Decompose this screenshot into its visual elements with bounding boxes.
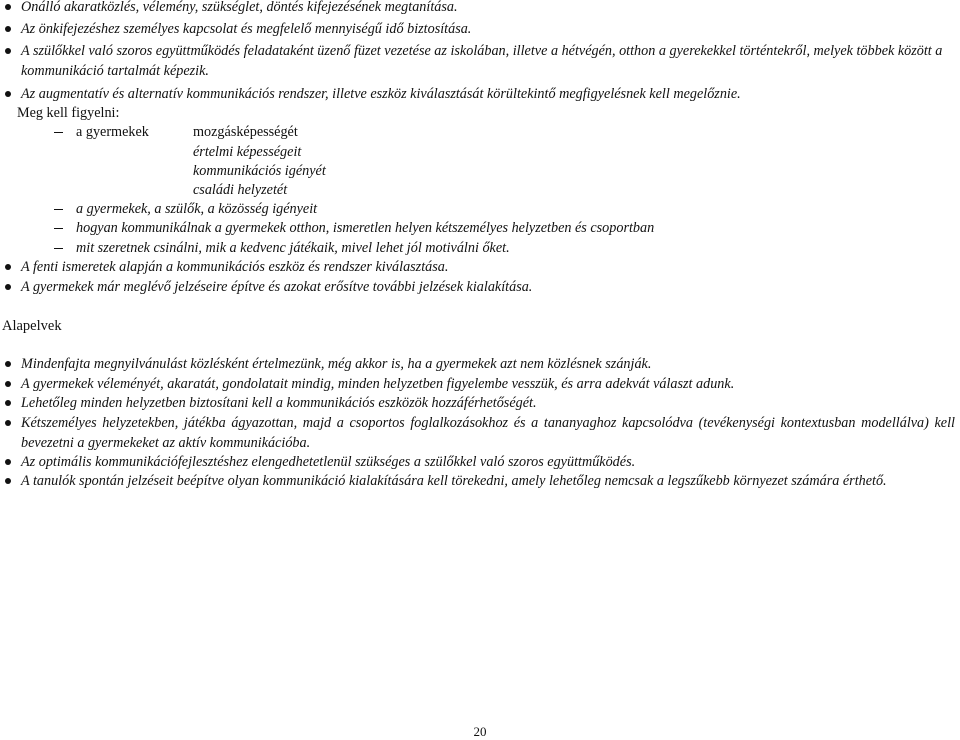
bullet-icon: [5, 48, 11, 54]
bullet-icon: [5, 91, 11, 97]
list-item-text: A fenti ismeretek alapján a kommunikációs eszköz és rendszer kiválasztása.: [21, 259, 449, 275]
list-item-text: Lehetőleg minden helyzetben biztosítani kell a kommunikációs eszközök hozzáférhetőségét.: [21, 395, 537, 411]
observe-subitem: értelmi képességeit: [193, 144, 302, 160]
observe-text: hogyan kommunikálnak a gyermekek otthon, ismeretlen helyen kétszemélyes helyzetben és csoportban: [76, 220, 655, 236]
bullet-icon: [5, 420, 11, 426]
observe-subitem: családi helyzetét: [193, 182, 288, 198]
list-item-text: Az augmentatív és alternatív kommunikációs rendszer, illetve eszköz kiválasztását körültekintő megfigyelésnek kell megelőznie.: [21, 86, 741, 102]
bullet-icon: [5, 361, 11, 367]
bullet-icon: [5, 26, 11, 32]
observe-intro: Meg kell figyelni:: [17, 105, 120, 121]
dash-icon: [54, 132, 63, 133]
dash-icon: [54, 228, 63, 229]
list-item-text: Az önkifejezéshez személyes kapcsolat és megfelelő mennyiségű idő biztosítása.: [21, 21, 472, 37]
bullet-icon: [5, 478, 11, 484]
observe-text: mit szeretnek csinálni, mik a kedvenc játékaik, mivel lehet jól motiválni őket.: [76, 240, 510, 256]
observe-text: a gyermekek, a szülők, a közösség igényeit: [76, 201, 318, 217]
list-item-text: A tanulók spontán jelzéseit beépítve olyan kommunikáció kialakítására kell törekedni, amely lehetőleg nemcsak a legszűkebb környezet számára érthető.: [21, 473, 887, 489]
list-item-text: Az optimális kommunikációfejlesztéshez elengedhetetlenül szükséges a szülőkkel való szoros együttműködés.: [21, 454, 636, 470]
observe-subitem: kommunikációs igényét: [193, 163, 326, 179]
list-item-text: A gyermekek véleményét, akaratát, gondolatait mindig, minden helyzetben figyelembe vesszük, és arra adekvát választ adunk.: [21, 376, 735, 392]
list-item-text: A szülőkkel való szoros együttműködés feladataként üzenő füzet vezetése az iskolában, illetve a hétvégén, otthon a gyerekekkel történtekről, melyek többek között a kommunikáció tartalmát képezik.: [21, 43, 943, 79]
bullet-icon: [5, 381, 11, 387]
list-item-text: A gyermekek már meglévő jelzéseire építve és azokat erősítve további jelzések kialakítása.: [21, 279, 533, 295]
list-item-text: Kétszemélyes helyzetekben, játékba ágyazottan, majd a csoportos foglalkozásokhoz és a tananyaghoz kapcsolódva (tevékenységi kontextusban modellálva) kell bevezetni a gyermekeket az aktív kommunikációba.: [21, 415, 955, 451]
bullet-icon: [5, 4, 11, 10]
bullet-icon: [5, 264, 11, 270]
dash-icon: [54, 209, 63, 210]
observe-label: a gyermekek: [76, 124, 149, 140]
bullet-icon: [5, 400, 11, 406]
observe-subitem: mozgásképességét: [193, 124, 298, 140]
bullet-icon: [5, 459, 11, 465]
page-number: 20: [473, 724, 487, 739]
section-heading: Alapelvek: [2, 318, 62, 334]
list-item-text: Önálló akaratközlés, vélemény, szükséglet, döntés kifejezésének megtanítása.: [21, 0, 458, 15]
bullet-icon: [5, 284, 11, 290]
list-item-text: Mindenfajta megnyilvánulást közlésként értelmezünk, még akkor is, ha a gyermekek azt nem közlésnek szánják.: [21, 356, 652, 372]
dash-icon: [54, 248, 63, 249]
